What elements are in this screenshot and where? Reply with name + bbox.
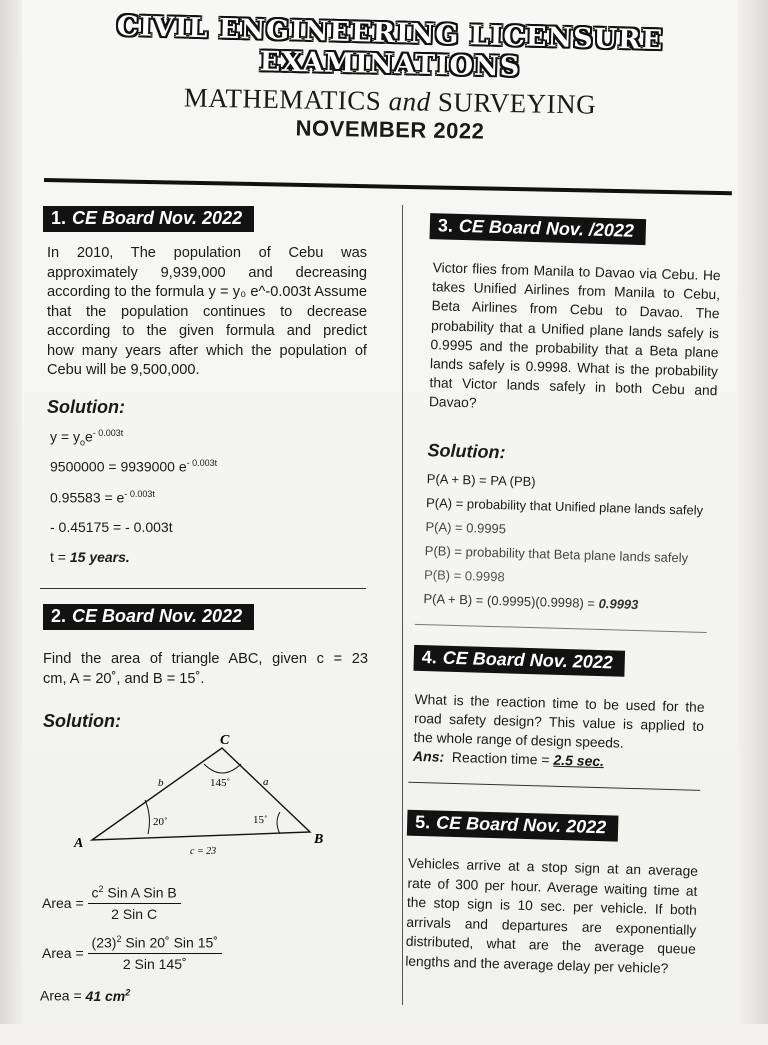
problem-5-text bbox=[405, 854, 698, 979]
text-line: 0.9995 and the probability that a Beta plane bbox=[430, 336, 719, 361]
area-label-1: Area = bbox=[42, 894, 84, 911]
text-line: Vehicles arrive at a stop sign at an average bbox=[407, 855, 699, 879]
p1-step-3: $0.95583 = e^{- 0.003t}$ bbox=[50, 489, 155, 506]
ans-text: Reaction time = bbox=[451, 748, 550, 768]
title-line-1: CIVIL ENGINEERING LICENSURE bbox=[116, 10, 664, 57]
subject-post: SURVEYING bbox=[437, 86, 597, 120]
exam-date: NOVEMBER 2022 bbox=[295, 115, 485, 144]
p1-step-1: $y = y_oe^{- 0.003t}$ bbox=[50, 428, 124, 448]
text-line: road safety design? This value is applied to bbox=[413, 710, 705, 734]
problem-3-number: 3. bbox=[437, 215, 454, 236]
p3-step-4: P(B) = probability that Beta plane lands safely bbox=[424, 543, 689, 566]
text-line: lengths and the average delay per vehicle? bbox=[405, 953, 669, 976]
problem-5-number: 5. bbox=[414, 811, 431, 833]
side-b-label: b bbox=[158, 777, 164, 789]
p3-step-3: P(A) = 0.9995 bbox=[425, 519, 507, 537]
text-line: the whole range of design speeds. bbox=[413, 729, 624, 751]
problem-1-tag: CE Board Nov. 2022 bbox=[72, 208, 243, 228]
vertex-a-label: A bbox=[74, 836, 84, 851]
title-line-2: EXAMINATIONS bbox=[259, 46, 521, 83]
side-a-label: a bbox=[263, 776, 269, 788]
problem-3-text bbox=[429, 258, 721, 420]
problem-3-separator bbox=[415, 624, 707, 633]
p3-step-2: P(A) = probability that Unified plane lands safely bbox=[425, 495, 704, 518]
angle-c-label: 145˚ bbox=[210, 777, 231, 789]
formula-2-numerator: $(23)^2$ Sin 20˚ Sin 15˚ bbox=[88, 934, 222, 954]
problem-4-number: 4. bbox=[421, 647, 438, 668]
text-line: Find the area of triangle ABC, given c = 23 bbox=[43, 651, 368, 667]
text-line: the stop sign is 10 sec. per vehicle. If both bbox=[406, 894, 698, 918]
text-line: cm, A = 20˚, and B = 15˚. bbox=[43, 670, 205, 687]
text-line: takes Unified Airlines from Manila to Cebu, bbox=[431, 279, 721, 303]
problem-1-number: 1. bbox=[51, 208, 67, 228]
text-line: Davao? bbox=[428, 394, 477, 411]
text-line: In 2010, The population of Cebu was bbox=[47, 245, 367, 261]
text-line: arrivals and departures are exponentially bbox=[406, 914, 697, 938]
p1-step-4: - 0.45175 = - 0.003t bbox=[50, 519, 173, 535]
subject-pre: MATHEMATICS bbox=[183, 82, 382, 116]
text-line: rate of 300 per hour. Average waiting time at bbox=[407, 875, 698, 899]
ans-value: 2.5 sec. bbox=[553, 751, 605, 770]
area-answer: Area = 41 $cm^2$ bbox=[40, 987, 131, 1004]
text-line: that Victor lands safely in both Cebu and bbox=[429, 375, 718, 399]
formula-1-numerator: $c^2$ Sin A Sin B bbox=[88, 884, 181, 904]
problem-2-tag: CE Board Nov. 2022 bbox=[72, 606, 243, 626]
problem-2-solution-label: Solution: bbox=[43, 711, 121, 731]
angle-b-label: 15˚ bbox=[253, 814, 268, 826]
problem-4-text bbox=[413, 690, 704, 755]
vertex-c-label: C bbox=[220, 733, 230, 748]
problem-1-solution-label: Solution: bbox=[47, 397, 125, 417]
text-line: how many years after which the population of bbox=[47, 342, 367, 359]
text-line: lands safely is 0.9998. What is the probability bbox=[429, 356, 719, 380]
problem-4-separator bbox=[408, 782, 700, 791]
problem-3-badge bbox=[429, 213, 646, 245]
area-label-2: Area = bbox=[42, 944, 84, 961]
problem-5-badge bbox=[407, 810, 619, 842]
problem-4-badge bbox=[413, 645, 625, 677]
text-line: Beta Airlines from Cebu to Davao. The bbox=[431, 298, 720, 322]
text-line: Cebu will be 9,500,000. bbox=[47, 362, 200, 378]
ans-label: Ans: bbox=[412, 747, 445, 765]
p3-step-1: P(A + B) = PA (PB) bbox=[426, 471, 536, 490]
text-line: according to the given formula and predict bbox=[47, 323, 367, 339]
p3-step-5: P(B) = 0.9998 bbox=[423, 567, 505, 585]
text-line: What is the reaction time to be used for the bbox=[414, 691, 705, 715]
p1-step-5: t = 15 years. bbox=[50, 549, 130, 565]
side-c-label: c = 23 bbox=[190, 846, 217, 857]
subject-and: and bbox=[388, 85, 431, 117]
problem-2-number: 2. bbox=[51, 606, 67, 626]
formula-2-denominator: 2 Sin 145˚ bbox=[122, 955, 187, 972]
text-line: that the population continues to decrease bbox=[47, 303, 367, 320]
text-line: according to the formula y = y₀ e^-0.003t Assume bbox=[47, 284, 367, 300]
text-line: Victor flies from Manila to Davao via Cebu. He bbox=[432, 260, 721, 284]
p3-step-6: P(A + B) = (0.9995)(0.9998) = 0.9993 bbox=[423, 591, 639, 613]
problem-5-tag: CE Board Nov. 2022 bbox=[435, 812, 607, 838]
problem-3-tag: CE Board Nov. /2022 bbox=[458, 215, 635, 241]
text-line: probability that a Unified plane lands safely is bbox=[430, 317, 720, 341]
problem-4-tag: CE Board Nov. 2022 bbox=[442, 647, 614, 673]
problem-3-solution-label: Solution: bbox=[427, 440, 506, 463]
text-line: approximately 9,939,000 and decreasing bbox=[47, 264, 367, 281]
formula-1-denominator: 2 Sin C bbox=[111, 905, 158, 922]
text-line: distributed, what are the average queue bbox=[405, 933, 696, 957]
vertex-b-label: B bbox=[314, 832, 324, 847]
angle-a-label: 20˚ bbox=[153, 816, 168, 828]
p1-step-2: 9500000 = 9939000 $e^{- 0.003t}$ bbox=[50, 458, 218, 475]
